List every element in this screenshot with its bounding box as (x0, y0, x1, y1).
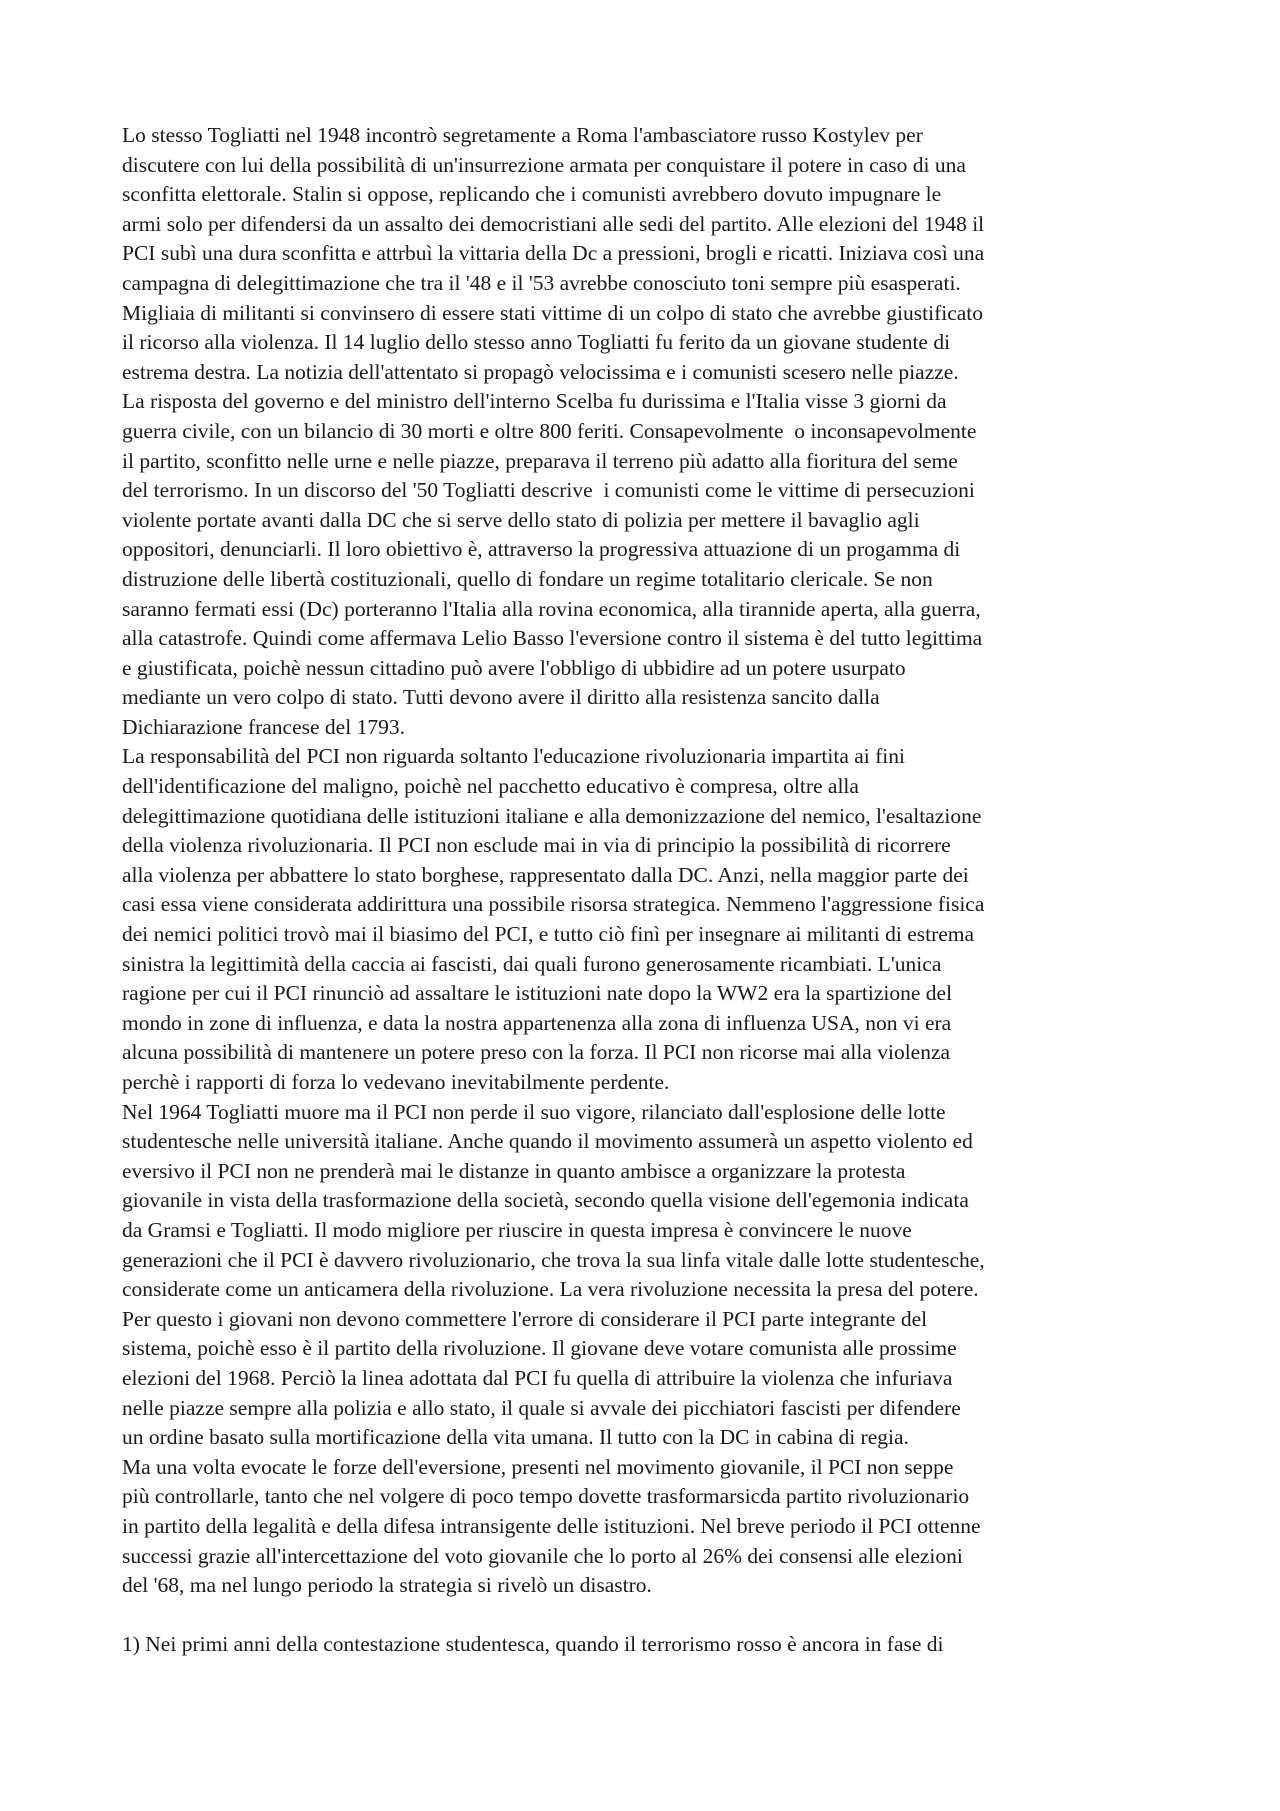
body-text (122, 121, 1162, 1660)
text-line: Per questo i giovani non devono commettere l'errore di considerare il PCI parte integrante del (122, 1306, 928, 1331)
text-line: più controllarle, tanto che nel volgere di poco tempo dovette trasformarsicda partito rivoluzionario (122, 1484, 970, 1509)
text-line: eversivo il PCI non ne prenderà mai le distanze in quanto ambisce a organizzare la protesta (122, 1158, 906, 1183)
text-line: del '68, ma nel lungo periodo la strategia si rivelò un disastro. (122, 1573, 652, 1598)
text-line: alla catastrofe. Quindi come affermava Lelio Basso l'eversione contro il sistema è del tutto legittima (122, 626, 983, 651)
text-line: La responsabilità del PCI non riguarda soltanto l'educazione rivoluzionaria impartita ai fini (122, 744, 906, 769)
text-line: un ordine basato sulla mortificazione della vita umana. Il tutto con la DC in cabina di regia. (122, 1425, 909, 1450)
text-line: campagna di delegittimazione che tra il '48 e il '53 avrebbe conosciuto toni sempre più esasperati. (122, 270, 961, 295)
text-line: oppositori, denunciarli. Il loro obiettivo è, attraverso la progressiva attuazione di un progamma di (122, 537, 961, 562)
text-line: discutere con lui della possibilità di un'insurrezione armata per conquistare il potere in caso di una (122, 152, 966, 177)
text-line: da Gramsi e Togliatti. Il modo migliore per riuscire in questa impresa è convincere le nuove (122, 1217, 912, 1242)
text-line: La risposta del governo e del ministro dell'interno Scelba fu durissima e l'Italia visse 3 giorni da (122, 389, 947, 414)
blank-line (122, 1601, 1162, 1631)
text-line: successi grazie all'intercettazione del voto giovanile che lo porto al 26% dei consensi alle elezioni (122, 1543, 963, 1568)
text-line: saranno fermati essi (Dc) porteranno l'Italia alla rovina economica, alla tirannide aperta, alla guerra, (122, 596, 981, 621)
text-line: guerra civile, con un bilancio di 30 morti e oltre 800 feriti. Consapevolmente o inconsapevolmente (122, 418, 977, 443)
text-line: considerate come un anticamera della rivoluzione. La vera rivoluzione necessita la presa del potere. (122, 1277, 979, 1302)
text-line: Dichiarazione francese del 1793. (122, 714, 405, 739)
text-line: armi solo per difendersi da un assalto dei democristiani alle sedi del partito. Alle elezioni del 1948 il (122, 211, 985, 236)
text-line: mediante un vero colpo di stato. Tutti devono avere il diritto alla resistenza sancito dalla (122, 685, 880, 710)
text-line: estrema destra. La notizia dell'attentato si propagò velocissima e i comunisti scesero nelle piazze. (122, 359, 959, 384)
text-line: generazioni che il PCI è davvero rivoluzionario, che trova la sua linfa vitale dalle lotte studentesche, (122, 1247, 985, 1272)
text-line: studentesche nelle università italiane. Anche quando il movimento assumerà un aspetto violento ed (122, 1129, 973, 1154)
text-line: sinistra la legittimità della caccia ai fascisti, dai quali furono generosamente ricambiati. L'unica (122, 951, 942, 976)
text-line: violente portate avanti dalla DC che si serve dello stato di polizia per mettere il bavaglio agli (122, 507, 920, 532)
text-line: Migliaia di militanti si convinsero di essere stati vittime di un colpo di stato che avrebbe giustificato (122, 300, 984, 325)
text-line: alcuna possibilità di mantenere un potere preso con la forza. Il PCI non ricorse mai alla violenza (122, 1040, 951, 1065)
text-line: in partito della legalità e della difesa intransigente delle istituzioni. Nel breve periodo il PCI ottenne (122, 1513, 981, 1538)
text-line: delegittimazione quotidiana delle istituzioni italiane e alla demonizzazione del nemico, l'esaltazione (122, 803, 982, 828)
text-line: Nel 1964 Togliatti muore ma il PCI non perde il suo vigore, rilanciato dall'esplosione delle lotte (122, 1099, 946, 1124)
text-line: mondo in zone di influenza, e data la nostra appartenenza alla zona di influenza USA, non vi era (122, 1010, 952, 1035)
text-line: perchè i rapporti di forza lo vedevano inevitabilmente perdente. (122, 1070, 670, 1094)
text-line: giovanile in vista della trasformazione della società, secondo quella visione dell'egemonia indicata (122, 1188, 969, 1213)
text-line: della violenza rivoluzionaria. Il PCI non esclude mai in via di principio la possibilità di ricorrere (122, 833, 951, 858)
text-line: il partito, sconfitto nelle urne e nelle piazze, preparava il terreno più adatto alla fioritura del seme (122, 448, 958, 473)
text-line: il ricorso alla violenza. Il 14 luglio dello stesso anno Togliatti fu ferito da un giovane studente di (122, 330, 951, 355)
text-line: 1) Nei primi anni della contestazione studentesca, quando il terrorismo rosso è ancora in fase di (122, 1632, 944, 1657)
text-line: sistema, poichè esso è il partito della rivoluzione. Il giovane deve votare comunista alle prossime (122, 1336, 957, 1361)
text-line: ragione per cui il PCI rinunciò ad assaltare le istituzioni nate dopo la WW2 era la spartizione del (122, 981, 953, 1006)
text-line: alla violenza per abbattere lo stato borghese, rappresentato dalla DC. Anzi, nella maggior parte dei (122, 862, 969, 887)
text-line: Lo stesso Togliatti nel 1948 incontrò segretamente a Roma l'ambasciatore russo Kostylev per (122, 123, 923, 147)
text-line: casi essa viene considerata addirittura una possibile risorsa strategica. Nemmeno l'aggressione fisica (122, 892, 985, 917)
text-line: PCI subì una dura sconfitta e attrbuì la vittaria della Dc a pressioni, brogli e ricatti. Iniziava così una (122, 241, 985, 266)
text-line: dell'identificazione del maligno, poichè nel pacchetto educativo è compresa, oltre alla (122, 774, 859, 799)
text-line: Ma una volta evocate le forze dell'eversione, presenti nel movimento giovanile, il PCI non seppe (122, 1454, 954, 1479)
text-line: elezioni del 1968. Perciò la linea adottata dal PCI fu quella di attribuire la violenza che infuriava (122, 1365, 953, 1390)
text-line: sconfitta elettorale. Stalin si oppose, replicando che i comunisti avrebbero dovuto impugnare le (122, 182, 942, 207)
text-line: nelle piazze sempre alla polizia e allo stato, il quale si avvale dei picchiatori fascisti per difendere (122, 1395, 961, 1420)
text-line: e giustificata, poichè nessun cittadino può avere l'obbligo di ubbidire ad un potere usurpato (122, 655, 906, 680)
text-line: del terrorismo. In un discorso del '50 Togliatti descrive i comunisti come le vittime di persecuzioni (122, 478, 975, 503)
text-line: dei nemici politici trovò mai il biasimo del PCI, e tutto ciò finì per insegnare ai militanti di estrema (122, 922, 975, 947)
text-line: distruzione delle libertà costituzionali, quello di fondare un regime totalitario clericale. Se non (122, 566, 933, 591)
